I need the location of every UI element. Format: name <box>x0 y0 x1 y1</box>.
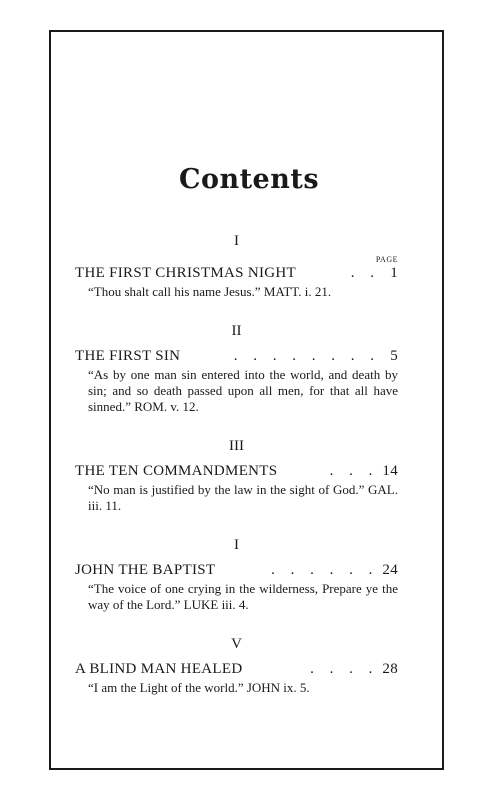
chapter-quote: “Thou shalt call his name Jesus.” MATT. i. 21. <box>88 284 332 299</box>
chapter-numeral: I <box>234 233 239 249</box>
page-number: 1 <box>390 265 398 281</box>
chapter-numeral: V <box>231 636 242 652</box>
chapter-title: THE FIRST CHRISTMAS NIGHT <box>75 265 296 281</box>
chapter-quote: “I am the Light of the world.” JOHN ix. 5. <box>88 680 310 695</box>
page-number: 14 <box>382 463 398 479</box>
leader-dots: . . . . . . . . <box>233 348 380 364</box>
chapter-title: A BLIND MAN HEALED <box>75 661 243 677</box>
page-number: 24 <box>382 562 398 578</box>
page-column-label: PAGE <box>375 255 398 264</box>
chapter-title: JOHN THE BAPTIST <box>75 562 216 578</box>
toc-entry[interactable] <box>75 659 398 679</box>
leader-dots: . . <box>350 265 380 281</box>
chapter-quote: “As by one man sin entered into the world, and death by sin; and so death passed upon all men, for that all have sinned.” ROM. v. 12. <box>88 367 398 414</box>
toc-entry[interactable] <box>75 560 398 580</box>
chapter-quote: “The voice of one crying in the wilderness, Prepare ye the way of the Lord.” LUKE iii. 4. <box>88 581 398 612</box>
chapter-quote: “No man is justified by the law in the sight of God.” GAL. iii. 11. <box>88 482 398 513</box>
toc-entry[interactable] <box>75 461 398 481</box>
chapter-numeral: III <box>229 438 244 454</box>
chapter-numeral: II <box>231 323 242 339</box>
leader-dots: . . . . <box>310 661 379 677</box>
contents-list <box>75 226 398 696</box>
chapter-numeral: I <box>234 537 239 553</box>
page-number: 28 <box>382 661 398 677</box>
page-number: 5 <box>390 348 398 364</box>
toc-entry[interactable] <box>75 263 398 283</box>
contents-heading: Contents <box>178 164 320 195</box>
chapter-title: THE FIRST SIN <box>75 348 181 364</box>
leader-dots: . . . <box>329 463 379 479</box>
toc-entry[interactable] <box>75 346 398 366</box>
chapter-title: THE TEN COMMANDMENTS <box>75 463 278 479</box>
leader-dots: . . . . . . <box>271 562 379 578</box>
